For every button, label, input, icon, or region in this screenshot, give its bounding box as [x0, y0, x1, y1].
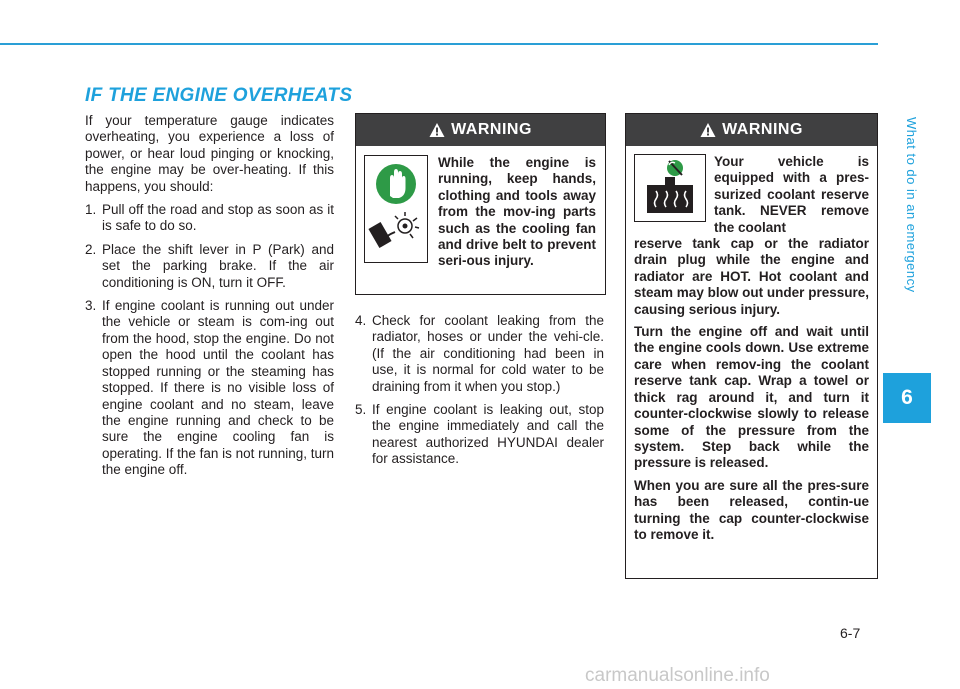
steps-list-continued — [355, 313, 604, 468]
warning-triangle-icon — [429, 122, 445, 138]
list-item — [355, 313, 604, 395]
step-text: If engine coolant is leaking out, stop the engine immediately and call the nearest authorized HYUNDAI dealer for assistance. — [372, 402, 604, 467]
chapter-side-label: What to do in an emergency — [904, 117, 919, 293]
hot-coolant-tank-icon — [634, 154, 706, 222]
step-number: 1. — [85, 202, 97, 218]
section-title: IF THE ENGINE OVERHEATS — [85, 85, 353, 106]
top-rule — [0, 43, 878, 45]
warning-paragraph-3: When you are sure all the pres-sure has been released, contin-ue turning the cap counter-clockwise to remove it. — [634, 477, 869, 542]
warning-heading: WARNING — [451, 121, 532, 138]
steps-list — [85, 202, 334, 479]
list-item — [355, 402, 604, 468]
step-number: 4. — [355, 313, 367, 328]
step-number: 5. — [355, 402, 367, 418]
list-item — [85, 242, 334, 291]
warning-triangle-icon — [700, 122, 716, 138]
warning-header — [626, 114, 877, 146]
hand-fan-hazard-icon — [364, 155, 428, 263]
chapter-tab[interactable]: 6 — [883, 373, 931, 423]
instructions-column-2 — [355, 313, 604, 475]
step-number: 3. — [85, 298, 97, 314]
step-number: 2. — [85, 241, 97, 257]
intro-paragraph: If your temperature gauge indicates overheating, you experience a loss of power, or hear loud pinging or knocking, the engine may be over-heating. If this happens, you should: — [85, 113, 334, 194]
warning-lead-text: Your vehicle is equipped with a pres-surized coolant reserve tank. NEVER remove the coolant — [714, 154, 869, 235]
warning-text: While the engine is running, keep hands, clothing and tools away from the mov-ing parts such as the cooling fan and drive belt to prevent seri-ous injury. — [438, 155, 596, 269]
list-item — [85, 202, 334, 235]
warning-lead-block — [626, 146, 877, 236]
step-text: Place the shift lever in P (Park) and set the parking brake. If the air conditioning is ON, turn it OFF. — [102, 241, 334, 290]
watermark: carmanualsonline.info — [585, 665, 770, 686]
step-text: If engine coolant is running out under the vehicle or steam is com-ing out from the hood, stop the engine. Do not open the hood until the coolant has stopped running or the steaming has stopped. If there is no visible loss of engine coolant and no steam, leave the engine running and check to be sure the engine cooling fan is operating. If the fan is not running, turn the engine off. — [102, 298, 334, 478]
step-text: Check for coolant leaking from the radiator, hoses or under the vehi-cle. (If the air conditioning had been in use, it is normal for cold water to be draining from it when you stop.) — [372, 313, 604, 394]
warning-header — [356, 114, 605, 146]
warning-box-fan — [355, 113, 606, 295]
warning-heading: WARNING — [722, 121, 803, 138]
step-text: Pull off the road and stop as soon as it is safe to do so. — [102, 202, 334, 234]
warning-lead-continued: reserve tank cap or the radiator drain plug while the engine and radiator are HOT. Hot coolant and steam may blow out under pressure, causing serious injury. — [634, 236, 869, 317]
instructions-column-1 — [85, 113, 334, 479]
page-number: 6-7 — [840, 625, 861, 641]
warning-box-coolant — [625, 113, 878, 579]
list-item — [85, 298, 334, 478]
warning-paragraph-2: Turn the engine off and wait until the engine cools down. Use extreme care when remov-ing the coolant reserve tank cap. Wrap a towel or thick rag around it, and turn it counter-clockwise slowly to release some of the pressure from the system. Step back while the pressure is released. — [634, 324, 869, 471]
